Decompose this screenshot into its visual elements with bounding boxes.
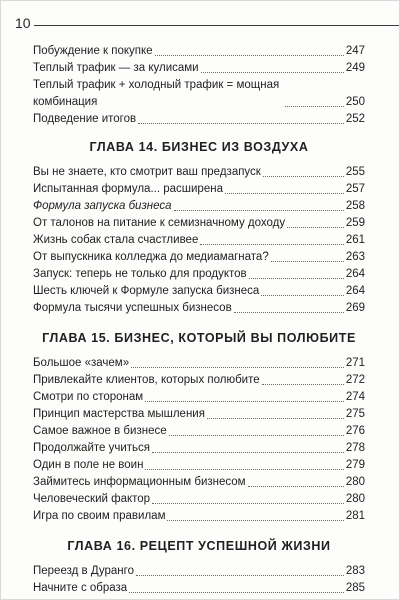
toc-entry-title: Принцип мастерства мышления bbox=[33, 408, 205, 420]
toc-entry bbox=[33, 249, 365, 266]
toc-entry-title: Формула запуска бизнеса bbox=[33, 200, 172, 212]
toc-entry-title: Испытанная формула... расширена bbox=[33, 183, 223, 195]
dot-leader bbox=[152, 452, 344, 453]
toc-entry-title: Теплый трафик + холодный трафик = мощная комбинация bbox=[33, 79, 280, 108]
dot-leader bbox=[261, 295, 344, 296]
toc-entry-page: 249 bbox=[345, 62, 365, 74]
toc-entry-page: 271 bbox=[345, 357, 365, 369]
toc-entry-page: 275 bbox=[345, 408, 365, 420]
toc-entry-title: Жизнь собак стала счастливее bbox=[33, 234, 199, 246]
chapter-heading: ГЛАВА 16. РЕЦЕПТ УСПЕШНОЙ ЖИЗНИ bbox=[67, 539, 331, 553]
toc-entry-page: 264 bbox=[345, 285, 365, 297]
dot-leader bbox=[145, 401, 344, 402]
toc-entry-title: Вы не знаете, кто смотрит ваш предзапуск bbox=[33, 166, 261, 178]
page-number: 10 bbox=[15, 15, 31, 31]
toc-entry bbox=[33, 77, 365, 111]
toc-entry-page: 283 bbox=[345, 565, 365, 577]
toc-entry-page: 255 bbox=[345, 166, 365, 178]
toc-entry-title: Побуждение к покупке bbox=[33, 45, 153, 57]
toc-entry-title: Шесть ключей к Формуле запуска бизнеса bbox=[33, 285, 260, 297]
toc-entry bbox=[33, 457, 365, 474]
toc-entry bbox=[33, 111, 365, 128]
dot-leader bbox=[200, 244, 343, 245]
toc-entry bbox=[33, 372, 365, 389]
header-rule bbox=[34, 25, 399, 26]
toc-entry-page: 272 bbox=[345, 374, 365, 386]
dot-leader bbox=[271, 261, 344, 262]
chapter-heading: ГЛАВА 15. БИЗНЕС, КОТОРЫЙ ВЫ ПОЛЮБИТЕ bbox=[42, 331, 356, 345]
dot-leader bbox=[262, 384, 344, 385]
toc-entry-page: 263 bbox=[345, 251, 365, 263]
toc-entry-page: 279 bbox=[345, 459, 365, 471]
toc-entry-page: 276 bbox=[345, 425, 365, 437]
toc-entry-page: 281 bbox=[345, 510, 365, 522]
toc-intro-section bbox=[33, 43, 365, 128]
dot-leader bbox=[225, 193, 344, 194]
toc-entry-page: 274 bbox=[345, 391, 365, 403]
toc-entry-title: Один в поле не воин bbox=[33, 459, 144, 471]
toc-entry-title: Большое «зачем» bbox=[33, 357, 130, 369]
toc-entry bbox=[33, 440, 365, 457]
toc-entry bbox=[33, 389, 365, 406]
toc-entry-title: Формула тысячи успешных бизнесов bbox=[33, 302, 232, 314]
toc-entry-title: Переезд в Дуранго bbox=[33, 565, 134, 577]
toc-entry bbox=[33, 60, 365, 77]
toc-entry bbox=[33, 474, 365, 491]
toc-entry bbox=[33, 406, 365, 423]
toc-entry-title: Привлекайте клиентов, которых полюбите bbox=[33, 374, 260, 386]
dot-leader bbox=[145, 469, 343, 470]
toc-entry bbox=[33, 283, 365, 300]
toc-entry bbox=[33, 43, 365, 60]
toc-entry-title: Человеческий фактор bbox=[33, 493, 151, 505]
toc-entry-page: 252 bbox=[345, 113, 365, 125]
toc-entry-title: Займитесь информационным бизнесом bbox=[33, 476, 246, 488]
toc-entry-page: 258 bbox=[345, 200, 365, 212]
dot-leader bbox=[152, 503, 344, 504]
toc-entry-page: 257 bbox=[345, 183, 365, 195]
toc-entry-title: Игра по своим правилам bbox=[33, 510, 166, 522]
toc-entry-title: Запуск: теперь не только для продуктов bbox=[33, 268, 247, 280]
toc-entry bbox=[33, 423, 365, 440]
toc-entry-page: 259 bbox=[345, 217, 365, 229]
dot-leader bbox=[263, 176, 344, 177]
toc-entry-title: Самое важное в бизнесе bbox=[33, 425, 167, 437]
toc-entry bbox=[33, 266, 365, 283]
dot-leader bbox=[138, 123, 344, 124]
toc-entry bbox=[33, 232, 365, 249]
chapter-heading: ГЛАВА 14. БИЗНЕС ИЗ ВОЗДУХА bbox=[89, 140, 309, 154]
toc-entry-page: 250 bbox=[345, 96, 365, 108]
dot-leader bbox=[169, 435, 344, 436]
toc-entry-page: 285 bbox=[345, 582, 365, 594]
toc-entry bbox=[33, 215, 365, 232]
dot-leader bbox=[287, 227, 344, 228]
dot-leader bbox=[234, 312, 344, 313]
toc-entry-title: Продолжайте учиться bbox=[33, 442, 151, 454]
toc-entry-page: 280 bbox=[345, 476, 365, 488]
dot-leader bbox=[136, 575, 344, 576]
toc-entry-page: 264 bbox=[345, 268, 365, 280]
toc-entry-page: 278 bbox=[345, 442, 365, 454]
toc-entry-title: От талонов на питание к семизначному доходу bbox=[33, 217, 286, 229]
toc-entry bbox=[33, 580, 365, 597]
dot-leader bbox=[201, 72, 344, 73]
table-of-contents bbox=[33, 43, 365, 597]
toc-entry-title: Смотри по сторонам bbox=[33, 391, 144, 403]
dot-leader bbox=[249, 278, 344, 279]
toc-entry-page: 261 bbox=[345, 234, 365, 246]
dot-leader bbox=[167, 520, 343, 521]
toc-entry bbox=[33, 300, 365, 317]
dot-leader bbox=[248, 486, 344, 487]
toc-entry-title: Начните с образа bbox=[33, 582, 128, 594]
toc-entry-title: Теплый трафик — за кулисами bbox=[33, 62, 199, 74]
chapter-16-section bbox=[33, 537, 365, 597]
toc-entry-page: 280 bbox=[345, 493, 365, 505]
toc-entry bbox=[33, 491, 365, 508]
toc-entry bbox=[33, 181, 365, 198]
toc-entry bbox=[33, 508, 365, 525]
toc-entry-page: 247 bbox=[345, 45, 365, 57]
toc-entry-title: Подведение итогов bbox=[33, 113, 137, 125]
toc-entry bbox=[33, 355, 365, 372]
toc-entry bbox=[33, 164, 365, 181]
dot-leader bbox=[285, 106, 344, 107]
toc-entry bbox=[33, 563, 365, 580]
toc-entry bbox=[33, 198, 365, 215]
dot-leader bbox=[129, 592, 344, 593]
toc-entry-page: 269 bbox=[345, 302, 365, 314]
dot-leader bbox=[155, 55, 344, 56]
chapter-14-section bbox=[33, 138, 365, 317]
chapter-15-section bbox=[33, 329, 365, 525]
dot-leader bbox=[207, 418, 344, 419]
dot-leader bbox=[174, 210, 344, 211]
dot-leader bbox=[131, 367, 344, 368]
toc-entry-title: От выпускника колледжа до медиамагната? bbox=[33, 251, 269, 263]
